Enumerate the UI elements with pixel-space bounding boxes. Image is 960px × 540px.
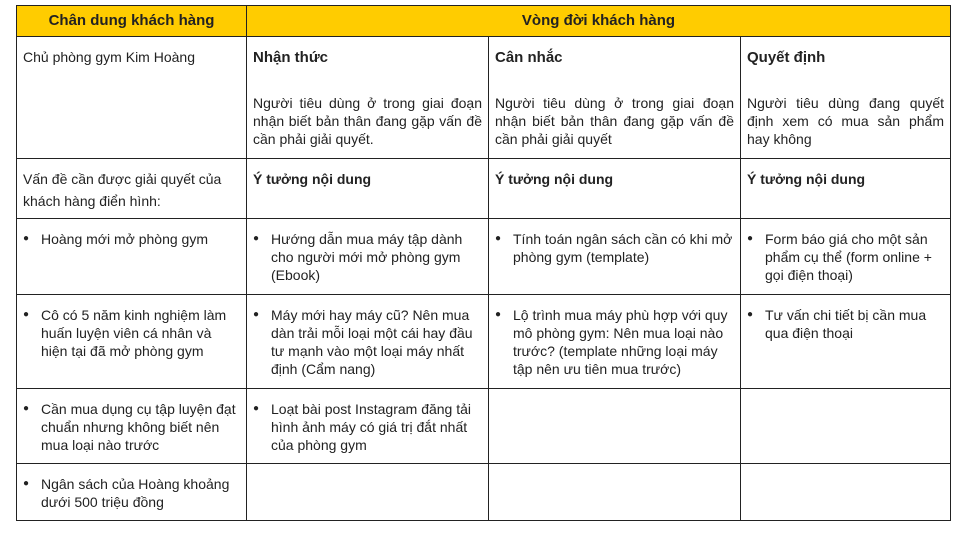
stage-desc: Người tiêu dùng đang quyết định xem có mua sản phẩm hay không: [747, 95, 944, 147]
bullet-icon: ●: [23, 478, 30, 489]
table-cell: [247, 295, 489, 389]
list-item: [253, 400, 482, 454]
stage-row: [17, 37, 951, 159]
list-item-text: Form báo giá cho một sản phẩm cụ thể (form online + gọi điện thoại): [765, 231, 932, 283]
idea-label-row: [17, 159, 951, 219]
problem-label: Vấn đề cần được giải quyết của khách hàng điển hình:: [23, 171, 222, 209]
bullet-icon: ●: [747, 309, 754, 320]
list-item: [23, 400, 240, 454]
table-cell: [741, 219, 951, 295]
table-cell: [489, 464, 741, 521]
table-cell: [489, 295, 741, 389]
table-cell: [17, 219, 247, 295]
bullet-icon: ●: [23, 403, 30, 414]
list-item-text: Cô có 5 năm kinh nghiệm làm huấn luyện viên cá nhân và hiện tại đã mở phòng gym: [41, 307, 227, 359]
header-row: [17, 6, 951, 37]
bullet-icon: ●: [253, 403, 260, 414]
table-cell: [17, 389, 247, 464]
table-cell: [489, 219, 741, 295]
table-cell: [17, 464, 247, 521]
idea-label: Ý tưởng nội dung: [495, 171, 614, 187]
table-cell: [741, 389, 951, 464]
table-cell: [741, 464, 951, 521]
bullet-icon: ●: [495, 233, 502, 244]
list-item-text: Tính toán ngân sách cần có khi mở phòng gym (template): [513, 231, 733, 265]
list-item: [747, 306, 944, 342]
bullet-icon: ●: [23, 309, 30, 320]
stage-desc: Người tiêu dùng ở trong giai đoạn nhận biết bản thân đang gặp vấn đề cần phải giải quyết.: [253, 95, 482, 147]
list-item-text: Lộ trình mua máy phù hợp với quy mô phòng gym: Nên mua loại nào trước? (template những loại máy tập nên ưu tiên mua trước): [513, 307, 728, 377]
table-cell: [17, 295, 247, 389]
idea-label: Ý tưởng nội dung: [253, 171, 372, 187]
bullet-icon: ●: [23, 233, 30, 244]
table-row: [17, 219, 951, 295]
list-item: [23, 475, 240, 511]
table-cell: [247, 219, 489, 295]
table-cell: [247, 464, 489, 521]
table-row: [17, 389, 951, 464]
stage-title: Quyết định: [747, 49, 826, 66]
list-item: [23, 230, 240, 248]
list-item: [253, 230, 482, 284]
stage-title: Nhận thức: [253, 49, 329, 66]
stage-title: Cân nhắc: [495, 49, 563, 66]
customer-journey-table: [16, 5, 951, 521]
bullet-icon: ●: [253, 233, 260, 244]
table-cell: [741, 295, 951, 389]
table-row: [17, 464, 951, 521]
lifecycle-header: Vòng đời khách hàng: [247, 6, 951, 37]
table-cell: [247, 389, 489, 464]
list-item-text: Tư vấn chi tiết bị cần mua qua điện thoại: [765, 307, 927, 341]
bullet-icon: ●: [253, 309, 260, 320]
list-item-text: Loạt bài post Instagram đăng tải hình ảnh máy có giá trị đắt nhất của phòng gym: [271, 401, 472, 453]
bullet-icon: ●: [747, 233, 754, 244]
list-item: [253, 306, 482, 378]
stage-desc: Người tiêu dùng ở trong giai đoạn nhận biết bản thân đang gặp vấn đề cần phải giải quyết: [495, 95, 734, 147]
list-item: [747, 230, 944, 284]
persona-name: Chủ phòng gym Kim Hoàng: [23, 49, 195, 65]
list-item-text: Ngân sách của Hoàng khoảng dưới 500 triệu đồng: [41, 476, 230, 510]
list-item: [495, 230, 734, 266]
table-row: [17, 295, 951, 389]
idea-label: Ý tưởng nội dung: [747, 171, 866, 187]
bullet-icon: ●: [495, 309, 502, 320]
list-item-text: Hướng dẫn mua máy tập dành cho người mới mở phòng gym (Ebook): [271, 231, 463, 283]
list-item: [495, 306, 734, 378]
persona-header: Chân dung khách hàng: [17, 6, 247, 37]
list-item-text: Hoàng mới mở phòng gym: [41, 231, 208, 247]
list-item: [23, 306, 240, 360]
list-item-text: Máy mới hay máy cũ? Nên mua dàn trải mỗi loại một cái hay đầu tư mạnh vào một loại máy nhất định (Cẩm nang): [271, 307, 473, 377]
table-cell: [489, 389, 741, 464]
list-item-text: Cần mua dụng cụ tập luyện đạt chuẩn nhưng không biết nên mua loại nào trước: [41, 401, 236, 453]
